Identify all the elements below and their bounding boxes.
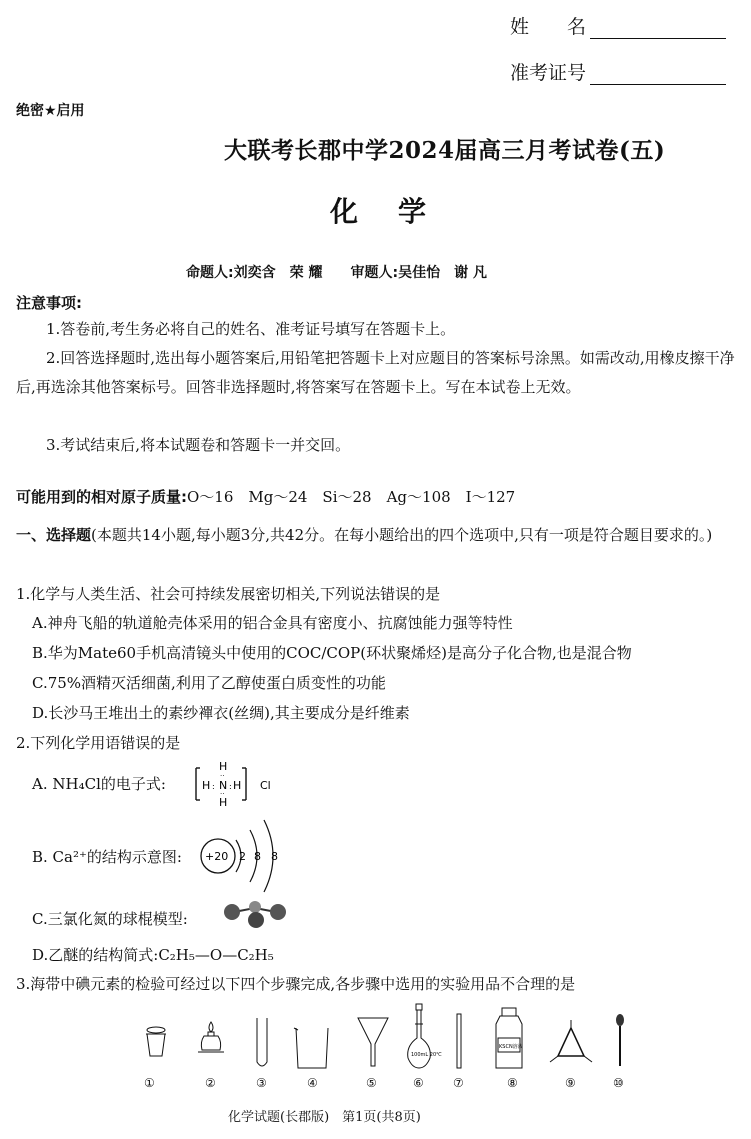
q2-stem: 2.下列化学用语错误的是 — [16, 734, 181, 752]
name-input-line[interactable] — [590, 16, 726, 39]
label-1: ① — [144, 1076, 155, 1090]
atomic-masses-values: O～16 Mg～24 Si～28 Ag～108 I～127 — [187, 488, 516, 506]
formula-h-left: H — [202, 779, 211, 792]
q1-option-d: D.长沙马王堆出土的素纱襌衣(丝绸),其主要成分是纤维素 — [32, 704, 410, 722]
q2-option-a-label: A. NH₄Cl的电子式: — [32, 775, 166, 793]
svg-text::: : — [229, 782, 232, 791]
q1-option-c: C.75%酒精灭活细菌,利用了乙醇使蛋白质变性的功能 — [32, 674, 386, 692]
formula-cl: Cl — [260, 779, 271, 792]
n-atom — [249, 901, 261, 913]
notes-heading: 注意事项: — [16, 294, 82, 312]
exam-id-input-line[interactable] — [590, 62, 726, 85]
test-tube-icon — [257, 1018, 267, 1066]
label-7: ⑦ — [453, 1076, 464, 1090]
section-1-header — [16, 521, 738, 549]
nucleus-charge: +20 — [205, 850, 229, 863]
formula-n: N — [219, 779, 228, 792]
ncl3-ball-stick-model — [220, 896, 290, 930]
label-10: ⑩ — [613, 1076, 624, 1090]
name-field — [510, 12, 726, 39]
name-label: 姓 名 — [510, 16, 587, 38]
exam-title: 大联考长郡中学2024届高三月考试卷(五) — [224, 137, 666, 164]
q2-option-c-label: C.三氯化氮的球棍模型: — [32, 910, 188, 928]
note-item-2: 2.回答选择题时,选出每小题答案后,用铅笔把答题卡上对应题目的答案标号涂黑。如需改动,用橡皮擦干净后,再选涂其他答案标号。回答非选择题时,将答案写在答题卡上。写在本试卷上无效。 — [16, 349, 735, 396]
svg-text:··: ·· — [220, 772, 225, 780]
shell-3-count: 8 — [271, 850, 278, 863]
nh4cl-electron-formula — [190, 758, 290, 808]
page-footer: 化学试题(长郡版) 第1页(共8页) — [228, 1110, 421, 1125]
label-6: ⑥ — [413, 1076, 424, 1090]
label-5: ⑤ — [366, 1076, 377, 1090]
q3-stem: 3.海带中碘元素的检验可经过以下四个步骤完成,各步骤中选用的实验用品不合理的是 — [16, 975, 576, 993]
beaker-icon — [294, 1028, 328, 1068]
clay-triangle-icon — [550, 1020, 592, 1062]
label-2: ② — [205, 1076, 216, 1090]
dropper-icon — [616, 1014, 624, 1066]
section-1-desc: (本题共14小题,每小题3分,共42分。在每小题给出的四个选项中,只有一项是符合题目要求的。) — [91, 526, 713, 544]
flask-label: 100mL 20℃ — [411, 1052, 442, 1058]
svg-text::: : — [212, 782, 215, 791]
alcohol-lamp-icon — [198, 1022, 224, 1052]
exam-id-label: 准考证号 — [510, 62, 587, 84]
svg-text:··: ·· — [220, 790, 225, 798]
cl-atom-right — [270, 904, 286, 920]
label-3: ③ — [256, 1076, 267, 1090]
reagent-bottle-icon — [496, 1008, 523, 1068]
q1-option-b: B.华为Mate60手机高清镜头中使用的COC/COP(环状聚烯烃)是高分子化合物,也是混合物 — [32, 644, 632, 662]
formula-h-top: H — [219, 760, 228, 773]
q1-stem: 1.化学与人类生活、社会可持续发展密切相关,下列说法错误的是 — [16, 585, 441, 603]
q2-option-b-label: B. Ca²⁺的结构示意图: — [32, 848, 182, 866]
shell-1-count: 2 — [239, 850, 246, 863]
q2-option-d: D.乙醚的结构简式:C₂H₅—O—C₂H₅ — [32, 946, 274, 964]
bottle-label: KSCN溶液 — [499, 1044, 523, 1050]
cl-atom-bottom — [248, 912, 264, 928]
cl-atom-left — [224, 904, 240, 920]
subject-title: 化 学 — [330, 195, 433, 228]
volumetric-flask-icon — [408, 1004, 442, 1068]
crucible-icon — [146, 1027, 166, 1056]
apparatus-figure — [130, 1000, 640, 1076]
shell-2-count: 8 — [254, 850, 261, 863]
label-4: ④ — [307, 1076, 318, 1090]
label-9: ⑨ — [565, 1076, 576, 1090]
section-1-title: 一、选择题 — [16, 526, 92, 544]
note-item-3: 3.考试结束后,将本试题卷和答题卡一并交回。 — [46, 436, 351, 454]
funnel-icon — [358, 1018, 388, 1066]
note-item-1: 1.答卷前,考生务必将自己的姓名、准考证号填写在答题卡上。 — [46, 320, 456, 338]
authors-line: 命题人:刘奕含 荣 耀 审题人:吴佳怡 谢 凡 — [186, 265, 487, 281]
formula-h-right: H — [233, 779, 242, 792]
ca-ion-structure-diagram — [196, 816, 296, 896]
glass-rod-icon — [457, 1014, 461, 1068]
atomic-masses-label: 可能用到的相对原子质量: — [16, 488, 187, 506]
exam-id-field — [510, 58, 726, 85]
secret-label: 绝密★启用 — [16, 103, 85, 119]
formula-h-bottom: H — [219, 796, 228, 808]
atomic-masses — [16, 486, 515, 507]
label-8: ⑧ — [507, 1076, 518, 1090]
q1-option-a: A.神舟飞船的轨道舱壳体采用的铝合金具有密度小、抗腐蚀能力强等特性 — [32, 614, 513, 632]
